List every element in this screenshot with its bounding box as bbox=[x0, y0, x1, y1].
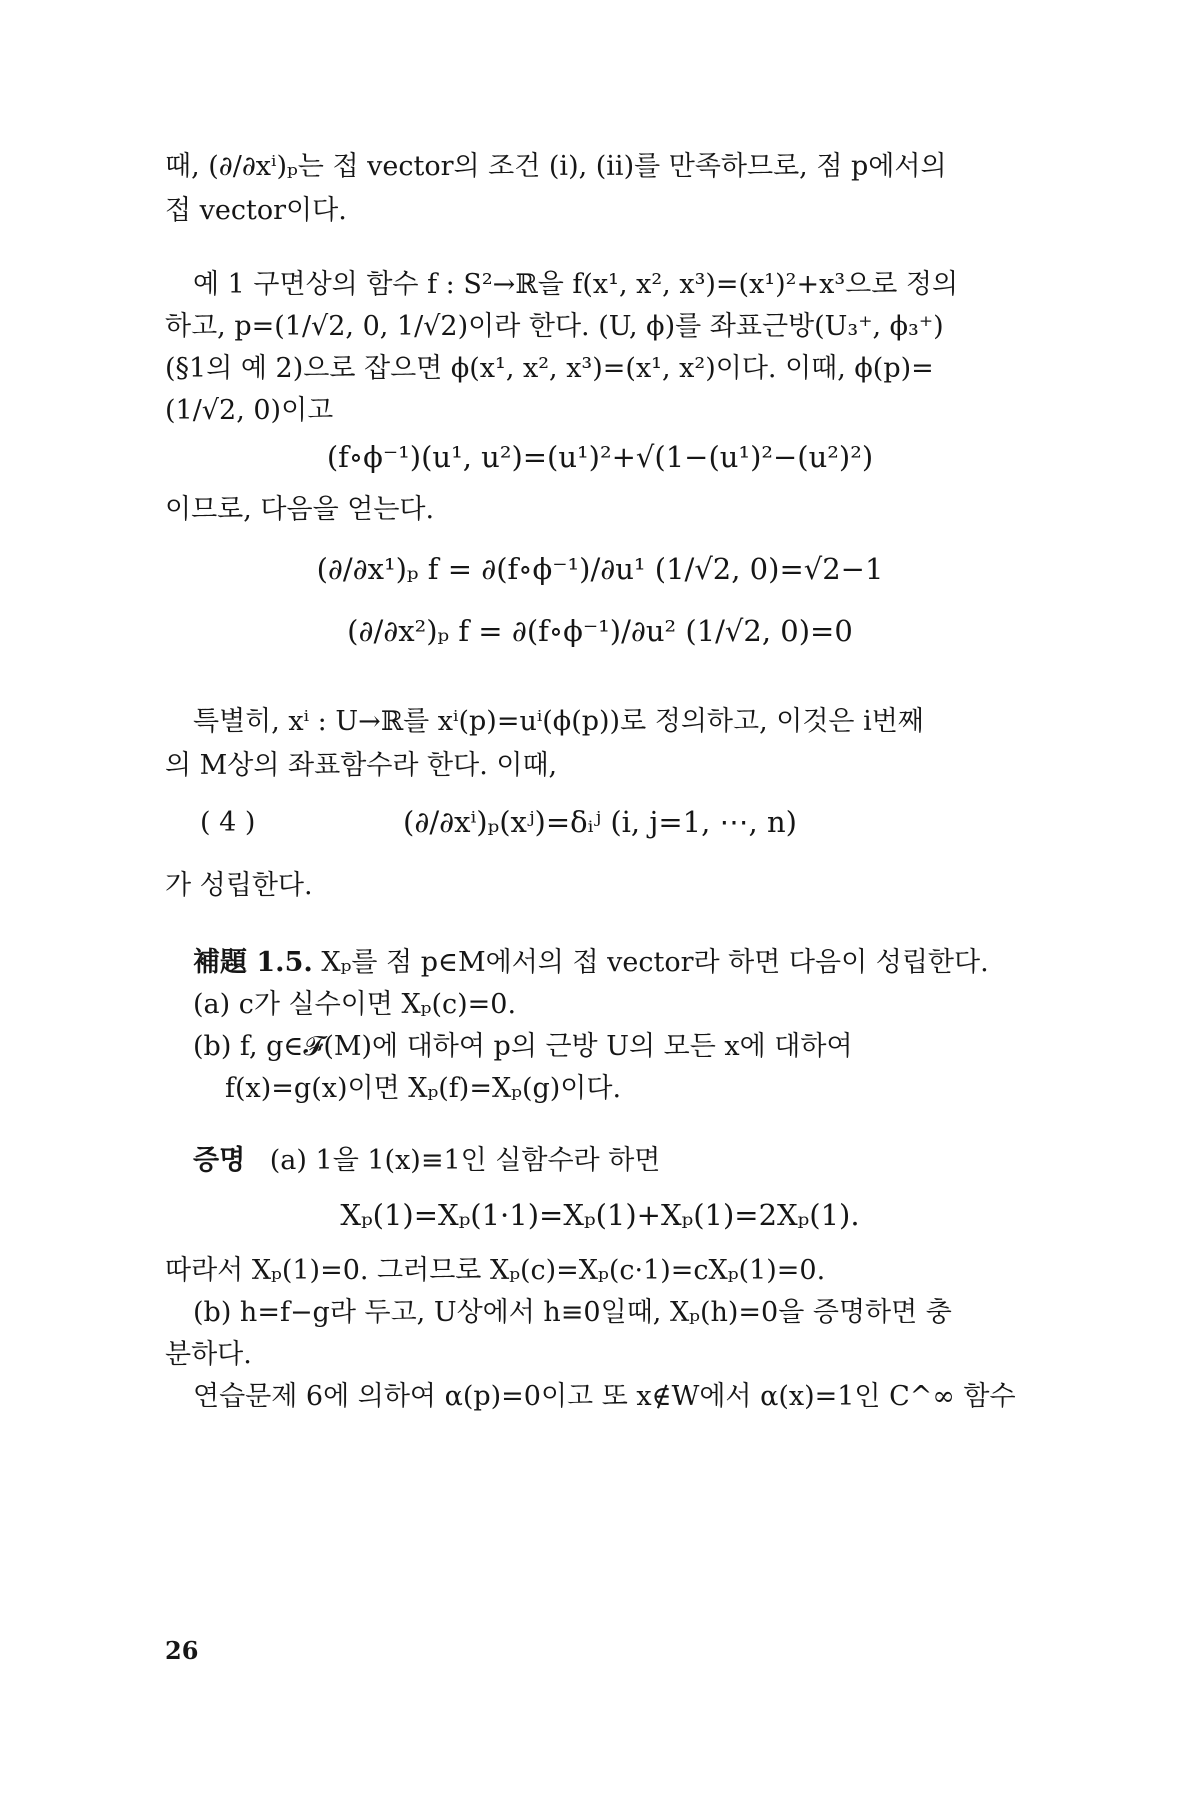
text-line: 이므로, 다음을 얻는다. bbox=[165, 494, 435, 525]
lemma-item: (b) f, g∈𝓕(M)에 대하여 p의 근방 U의 모든 x에 대하여 bbox=[193, 1031, 853, 1062]
equation: (f∘ϕ⁻¹)(u¹, u²)=(u¹)²+√(1−(u¹)²−(u²)²) bbox=[326, 440, 874, 474]
lemma-text: Xₚ를 점 p∈M에서의 접 vector라 하면 다음이 성립한다. bbox=[321, 947, 989, 978]
equation: (∂/∂x²)ₚ f = ∂(f∘ϕ⁻¹)/∂u² (1/√2, 0)=0 bbox=[347, 614, 853, 648]
lemma-statement bbox=[193, 946, 989, 980]
proof-line: 분하다. bbox=[165, 1339, 252, 1370]
equation: (∂/∂x¹)ₚ f = ∂(f∘ϕ⁻¹)/∂u¹ (1/√2, 0)=√2−1 bbox=[316, 552, 884, 586]
lemma-item: f(x)=g(x)이면 Xₚ(f)=Xₚ(g)이다. bbox=[225, 1073, 622, 1104]
example-line: (§1의 예 2)으로 잡으면 ϕ(x¹, x², x³)=(x¹, x²)이다. 이때, ϕ(p)= bbox=[165, 353, 934, 384]
proof-line: 연습문제 6에 의하여 α(p)=0이고 또 x∉W에서 α(x)=1인 C^∞ 함수 bbox=[193, 1381, 1016, 1412]
proof-line bbox=[193, 1144, 660, 1178]
proof-heading: 증명 bbox=[193, 1145, 246, 1176]
example-line: (1/√2, 0)이고 bbox=[165, 395, 334, 426]
text-line: 때, (∂/∂xⁱ)ₚ는 접 vector의 조건 (i), (ii)를 만족하므로, 점 p에서의 bbox=[165, 151, 947, 182]
text-line: 접 vector이다. bbox=[165, 195, 347, 226]
example-line: 예 1 구면상의 함수 f : S²→ℝ을 f(x¹, x², x³)=(x¹)²+x³으로 정의 bbox=[193, 269, 959, 300]
proof-line: 따라서 Xₚ(1)=0. 그러므로 Xₚ(c)=Xₚ(c·1)=cXₚ(1)=0. bbox=[165, 1255, 826, 1286]
proof-text: (a) 1을 1(x)≡1인 실함수라 하면 bbox=[269, 1145, 661, 1176]
equation: (∂/∂xⁱ)ₚ(xʲ)=δᵢʲ (i, j=1, ⋯, n) bbox=[403, 805, 797, 839]
text-line: 의 M상의 좌표함수라 한다. 이때, bbox=[165, 750, 558, 781]
equation-number: ( 4 ) bbox=[200, 807, 256, 838]
equation: Xₚ(1)=Xₚ(1·1)=Xₚ(1)+Xₚ(1)=2Xₚ(1). bbox=[340, 1198, 860, 1232]
proof-line: (b) h=f−g라 두고, U상에서 h≡0일때, Xₚ(h)=0을 증명하면 충 bbox=[193, 1297, 952, 1328]
example-line: 하고, p=(1/√2, 0, 1/√2)이라 한다. (U, ϕ)를 좌표근방(U₃⁺, ϕ₃⁺) bbox=[165, 311, 944, 342]
text-line: 가 성립한다. bbox=[165, 870, 313, 901]
page-number: 26 bbox=[165, 1636, 199, 1665]
text-line: 특별히, xⁱ : U→ℝ를 xⁱ(p)=uⁱ(ϕ(p))로 정의하고, 이것은 i번째 bbox=[193, 706, 924, 737]
lemma-item: (a) c가 실수이면 Xₚ(c)=0. bbox=[193, 989, 517, 1020]
lemma-heading: 補題 1.5. bbox=[193, 947, 313, 978]
